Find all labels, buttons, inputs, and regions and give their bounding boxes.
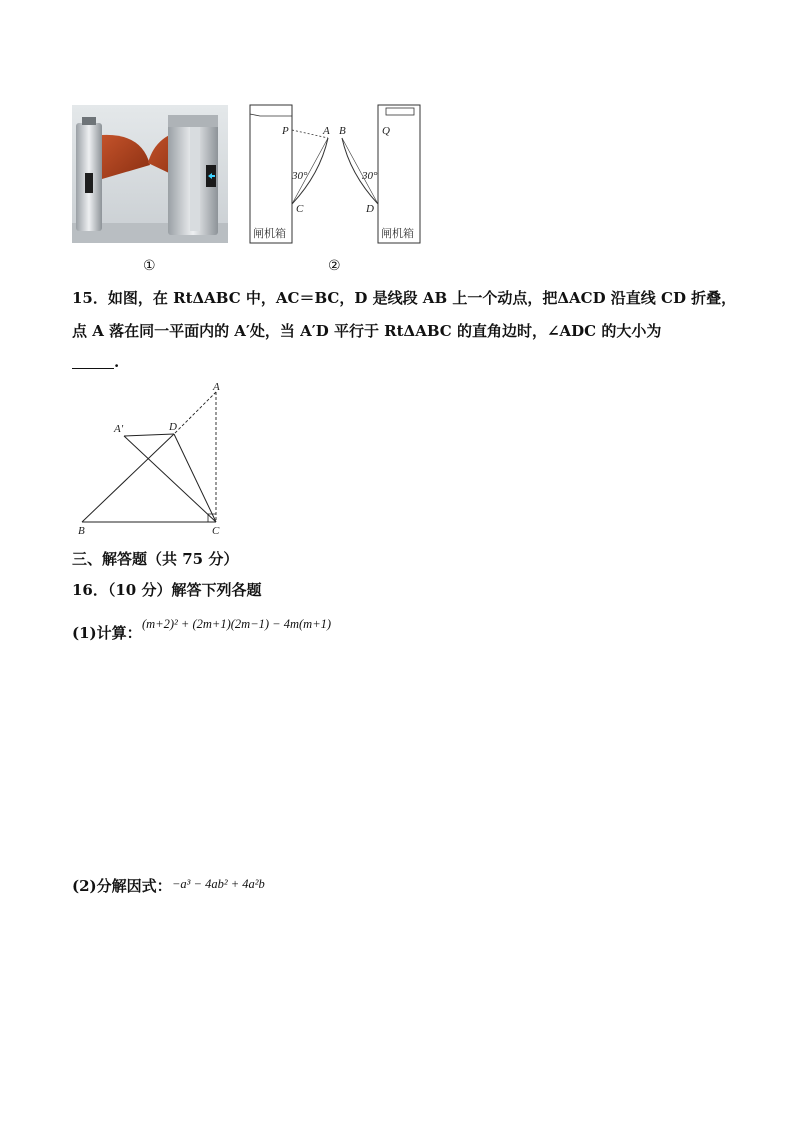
point-a-label: A <box>323 125 330 137</box>
point-d-label: D <box>366 203 374 215</box>
right-angle-label: 30° <box>362 170 378 182</box>
triangle-figure <box>74 380 234 538</box>
point-c-label: C <box>296 203 304 215</box>
turnstile-photo-drawing <box>72 105 228 243</box>
gate-diagram-drawing <box>246 100 424 248</box>
turnstile-photo <box>72 105 228 243</box>
tri-point-b-label: B <box>78 525 85 537</box>
figure-label-1: ① <box>143 258 156 274</box>
q15-line1: 15．如图，在 RtΔABC 中，AC＝BC，D 是线段 AB 上一个动点，把ΔACD 沿直线 CD 折叠， <box>72 289 737 307</box>
point-p-label: P <box>282 125 289 137</box>
point-q-label: Q <box>382 125 390 137</box>
tri-point-a-prime-label: A′ <box>114 423 124 435</box>
q16-part2-expression: −a³ − 4ab² + 4a²b <box>172 877 265 891</box>
tri-point-d-label: D <box>169 421 177 433</box>
gate-box-left-label: 闸机箱 <box>253 227 286 240</box>
tri-point-a-label: A <box>213 381 220 393</box>
q15-line2: 点 A 落在同一平面内的 A′处，当 A′D 平行于 RtΔABC 的直角边时，∠ADC 的大小为 <box>72 322 662 340</box>
triangle-figure-drawing <box>74 380 234 538</box>
tri-point-c-label: C <box>212 525 220 537</box>
left-angle-label: 30° <box>292 170 308 182</box>
figure-label-2: ② <box>328 258 341 274</box>
gate-box-right-label: 闸机箱 <box>381 227 414 240</box>
q16-part2-label: (2)分解因式： <box>72 877 172 895</box>
section3-heading: 三、解答题（共 75 分） <box>72 550 239 568</box>
q16-part1-expression: (m+2)² + (2m+1)(2m−1) − 4m(m+1) <box>142 617 332 631</box>
point-b-label: B <box>339 125 346 137</box>
q15-answer-blank[interactable] <box>72 368 114 369</box>
q16-title: 16．（10 分）解答下列各题 <box>72 581 262 599</box>
q15-line3-tail: . <box>114 353 120 371</box>
q16-part1-label: (1)计算： <box>72 624 142 642</box>
gate-diagram <box>246 100 424 248</box>
